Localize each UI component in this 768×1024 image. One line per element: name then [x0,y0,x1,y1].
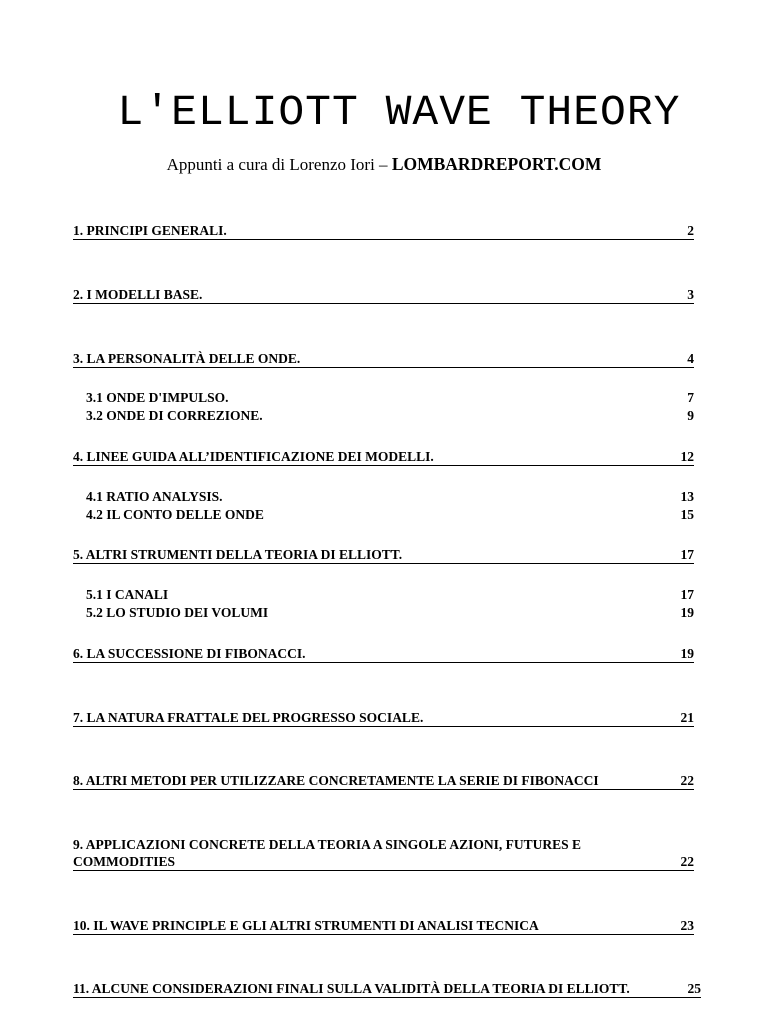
toc-entry-page: 9 [687,408,694,423]
toc-entry-4-2[interactable] [86,506,694,523]
toc-entry-label: 3. LA PERSONALITÀ DELLE ONDE. [73,351,301,366]
toc-entry-page: 4 [687,351,694,366]
toc-entry-label: 4.1 RATIO ANALYSIS. [86,489,223,504]
toc-entry-label: 9. APPLICAZIONI CONCRETE DELLA TEORIA A SINGOLE AZIONI, FUTURES E COMMODITIES [73,837,582,869]
toc-entry-page: 3 [687,287,694,302]
toc-entry-8[interactable] [73,772,694,790]
toc-entry-7[interactable] [73,709,694,727]
toc-entry-3-2[interactable] [86,407,694,424]
toc-entry-label: 5.1 I CANALI [86,587,169,602]
toc-entry-label: 11. ALCUNE CONSIDERAZIONI FINALI SULLA VALIDITÀ DELLA TEORIA DI ELLIOTT. [73,981,630,996]
toc-entry-page: 22 [680,773,694,788]
toc-entry-label: 8. ALTRI METODI PER UTILIZZARE CONCRETAMENTE LA SERIE DI FIBONACCI [73,773,599,788]
toc-entry-page: 12 [680,449,694,464]
toc-entry-label: 4.2 IL CONTO DELLE ONDE [86,507,264,522]
toc-entry-page: 21 [680,710,694,725]
subtitle-site-link[interactable]: LOMBARDREPORT.COM [391,154,602,174]
toc-entry-page: 7 [687,390,694,405]
toc-entry-page: 19 [680,605,694,620]
toc-entry-6[interactable] [73,645,694,663]
document-title: L'ELLIOTT WAVE THEORY [117,88,681,137]
toc-entry-9[interactable] [73,836,694,871]
toc-entry-page: 23 [680,918,694,933]
toc-entry-label: 5.2 LO STUDIO DEI VOLUMI [86,605,269,620]
toc-entry-10[interactable] [73,917,694,935]
toc-entry-3[interactable] [73,350,694,368]
toc-entry-label: 5. ALTRI STRUMENTI DELLA TEORIA DI ELLIOTT. [73,547,403,562]
toc-entry-page: 17 [680,547,694,562]
toc-entry-label: 7. LA NATURA FRATTALE DEL PROGRESSO SOCIALE. [73,710,424,725]
toc-entry-page: 2 [687,223,694,238]
toc-entry-label: 4. LINEE GUIDA ALL’IDENTIFICAZIONE DEI MODELLI. [73,449,434,464]
toc-entry-label: 10. IL WAVE PRINCIPLE E GLI ALTRI STRUMENTI DI ANALISI TECNICA [73,918,539,933]
toc-entry-5[interactable] [73,546,694,564]
toc-entry-3-1[interactable] [86,389,694,406]
toc-entry-page: 22 [680,854,694,869]
toc-entry-page: 15 [680,507,694,522]
toc-entry-5-2[interactable] [86,604,694,621]
toc-entry-page: 25 [687,981,701,996]
toc-entry-page: 17 [680,587,694,602]
toc-entry-label: 3.1 ONDE D'IMPULSO. [86,390,229,405]
toc-entry-5-1[interactable] [86,586,694,603]
toc-entry-4[interactable] [73,448,694,466]
toc-entry-label: 1. PRINCIPI GENERALI. [73,223,227,238]
toc-entry-2[interactable] [73,286,694,304]
toc-entry-page: 13 [680,489,694,504]
toc-entry-4-1[interactable] [86,488,694,505]
toc-entry-label: 6. LA SUCCESSIONE DI FIBONACCI. [73,646,306,661]
toc-entry-label: 2. I MODELLI BASE. [73,287,203,302]
subtitle-author: Appunti a cura di Lorenzo Iori – [166,155,392,174]
toc-entry-page: 19 [680,646,694,661]
toc-entry-1[interactable] [73,222,694,240]
toc-entry-11[interactable] [73,980,701,998]
toc-entry-label: 3.2 ONDE DI CORREZIONE. [86,408,263,423]
